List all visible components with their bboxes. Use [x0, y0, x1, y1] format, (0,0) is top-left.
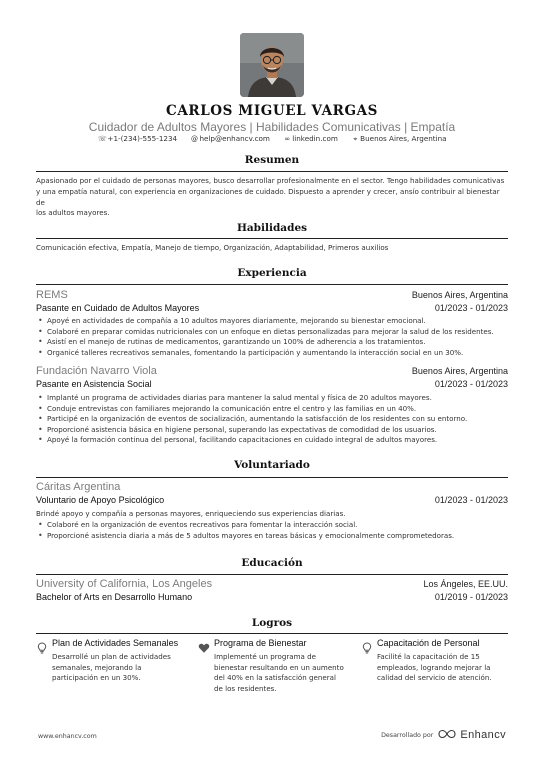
section-divider — [36, 238, 508, 239]
section-divider — [36, 477, 508, 478]
bullet-item: • Proporcioné asistencia básica en higiene personal, superando las expectativas de comodidad de los usuarios. — [36, 425, 506, 436]
education-dates: 01/2019 - 01/2023 — [434, 592, 508, 602]
bullet-item: • Implanté un programa de actividades diarias para mantener la salud mental y física de 20 adultos mayores. — [36, 393, 506, 404]
experience-bullets — [36, 316, 506, 358]
linkedin-text: linkedin.com — [292, 134, 338, 143]
achievement-line: semanales, mejorando la — [52, 662, 142, 672]
volunteer-dates: 01/2023 - 01/2023 — [434, 495, 508, 505]
brand-name: Enhancv — [460, 729, 506, 741]
footer-branding[interactable] — [381, 729, 506, 741]
section-title-experience: Experiencia — [237, 267, 307, 279]
achievement-line: bienestar resultando en un aumento — [214, 662, 344, 672]
achievement-desc — [214, 652, 349, 694]
achievement-line: de los residentes. — [214, 683, 277, 693]
section-title-skills: Habilidades — [236, 222, 308, 234]
achievement-line: Implementé un programa de — [214, 652, 317, 661]
section-divider — [36, 574, 508, 575]
section-title-summary: Resumen — [244, 154, 300, 166]
bullet-item: • Apoyé la formación continua del personal, facilitando capacitaciones en cuidado integral de adultos mayores. — [36, 435, 506, 446]
section-divider — [36, 171, 508, 172]
experience-role: Pasante en Cuidado de Adultos Mayores — [36, 303, 200, 313]
lightbulb-icon — [36, 639, 48, 651]
contact-bar — [0, 134, 544, 144]
bullet-item: • Colaboré en preparar comidas nutricionales con un enfoque en dietas personalizadas para mejorar la salud de los residentes. — [36, 327, 506, 338]
section-divider — [36, 284, 508, 285]
lightbulb-icon — [361, 639, 373, 651]
summary-line: y una empatía natural, con experiencia en organizaciones de cuidado. Dispuesto a aprender y crecer, ansío contribuir al bienestar de — [36, 186, 500, 207]
education-degree: Bachelor of Arts en Desarrollo Humano — [36, 592, 193, 602]
bullet-item: • Participé en la organización de eventos de socialización, aumentando la satisfacción de los residentes con su entorno. — [36, 414, 506, 425]
contact-email[interactable] — [189, 134, 270, 143]
achievement-desc — [52, 652, 187, 684]
bullet-item: • Organicé talleres recreativos semanales, fomentando la participación y aumentando la interacción social en un 30%. — [36, 348, 506, 359]
section-title-education: Educación — [241, 557, 303, 569]
bullet-item: • Conduje entrevistas con familiares mejorando la comunicación entre el centro y las familias en un 40%. — [36, 404, 506, 415]
email-text: help@enhancv.com — [199, 134, 270, 143]
phone-icon: ☏ — [98, 135, 107, 143]
achievement-line: empleados, logrando mejorar la — [377, 662, 491, 672]
bullet-item: • Colaboré en la organización de eventos recreativos para fomentar la interacción social. — [36, 520, 506, 531]
achievement-title: Programa de Bienestar — [214, 638, 307, 648]
achievement-line: Desarrollé un plan de actividades — [52, 652, 171, 661]
volunteer-org: Cáritas Argentina — [36, 481, 121, 493]
summary-line: los adultos mayores. — [36, 208, 110, 218]
summary-line: Apasionado por el cuidado de personas mayores, busco desarrollar profesionalmente en el sector. Tengo habilidades comunicativas — [36, 176, 505, 185]
achievement-title: Plan de Actividades Semanales — [52, 638, 179, 648]
powered-by-text: Desarrollado por — [381, 732, 434, 739]
location-text: Buenos Aires, Argentina — [360, 134, 447, 143]
at-icon: @ — [190, 135, 198, 143]
achievement-title: Capacitación de Personal — [377, 638, 480, 648]
heart-icon — [198, 639, 210, 651]
experience-org: REMS — [36, 289, 68, 301]
skills-text: Comunicación efectiva, Empatía, Manejo de tiempo, Organización, Adaptabilidad, Primeros auxilios — [36, 243, 389, 252]
experience-location: Buenos Aires, Argentina — [411, 290, 508, 300]
achievement-line: participación en un 30%. — [52, 673, 141, 682]
profile-photo — [240, 33, 304, 97]
achievement-line: del 40% en la satisfacción general — [214, 673, 336, 682]
section-title-achievements: Logros — [251, 617, 293, 629]
contact-phone[interactable] — [97, 134, 177, 143]
link-icon: ∞ — [284, 135, 291, 143]
education-location: Los Ángeles, EE.UU. — [423, 579, 508, 589]
experience-dates: 01/2023 - 01/2023 — [434, 379, 508, 389]
experience-bullets — [36, 393, 506, 446]
experience-dates: 01/2023 - 01/2023 — [434, 303, 508, 313]
experience-role: Pasante en Asistencia Social — [36, 379, 152, 389]
headline: Cuidador de Adultos Mayores | Habilidades Comunicativas | Empatía — [88, 120, 456, 134]
phone-text: +1-(234)-555-1234 — [107, 134, 178, 143]
volunteer-bullets — [36, 520, 506, 541]
bullet-item: • Proporcioné asistencia diaria a más de 5 adultos mayores en tareas básicas y emocionalmente comprometedoras. — [36, 531, 506, 542]
bullet-item: • Asistí en el manejo de rutinas de medicamentos, garantizando un 100% de adherencia a los tratamientos. — [36, 337, 506, 348]
section-divider — [36, 633, 508, 634]
volunteer-role: Voluntario de Apoyo Psicológico — [36, 495, 165, 505]
volunteer-intro: Brindé apoyo y compañía a personas mayores, enriqueciendo sus experiencias diarias. — [36, 509, 346, 518]
footer-website[interactable]: www.enhancv.com — [38, 733, 97, 740]
contact-location — [350, 134, 446, 144]
section-title-volunteer: Voluntariado — [234, 459, 310, 471]
experience-org: Fundación Navarro Viola — [36, 365, 157, 377]
candidate-name: CARLOS MIGUEL VARGAS — [165, 103, 379, 119]
achievement-line: calidad del servicio de atención. — [377, 673, 492, 682]
contact-linkedin[interactable] — [282, 134, 338, 143]
education-school: University of California, Los Angeles — [36, 578, 213, 590]
bullet-item: • Apoyé en actividades de compañía a 10 adultos mayores diariamente, mejorando su bienestar emocional. — [36, 316, 506, 327]
achievement-desc — [377, 652, 512, 684]
location-pin-icon: ⌖ — [353, 135, 358, 143]
enhancv-logo-icon — [438, 729, 456, 741]
summary-text — [36, 176, 508, 219]
experience-location: Buenos Aires, Argentina — [411, 366, 508, 376]
achievement-line: Facilité la capacitación de 15 — [377, 652, 480, 661]
